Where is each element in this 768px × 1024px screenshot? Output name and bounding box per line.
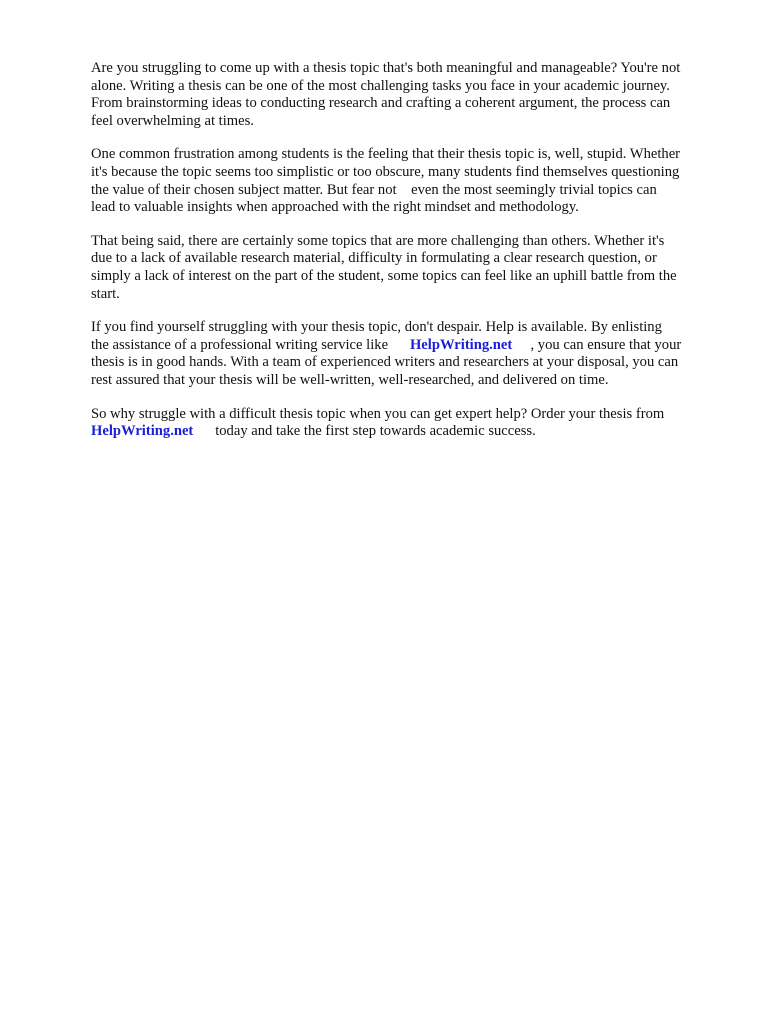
text-line: it's because the topic seems too simplistic or too obscure, many students find themselves questioning [91,163,680,180]
paragraph-challenging-topics [91,233,721,303]
paragraph-intro [91,60,721,130]
text-line: alone. Writing a thesis can be one of the most challenging tasks you face in your academic journey. [91,77,670,94]
text-line-with-link [91,423,721,441]
text-line: simply a lack of interest on the part of the student, some topics can feel like an uphill battle from the [91,267,677,284]
helpwriting-link[interactable]: HelpWriting.net [91,423,194,440]
text-line: feel overwhelming at times. [91,112,254,129]
text-line: rest assured that your thesis will be well-written, well-researched, and delivered on time. [91,371,609,388]
paragraph-help-available [91,319,721,389]
paragraph-call-to-action [91,406,721,441]
text-segment: , you can ensure that your [512,336,682,353]
paragraph-frustration [91,146,721,216]
text-line: That being said, there are certainly some topics that are more challenging than others. Whether it's [91,232,665,249]
text-line: lead to valuable insights when approached with the right mindset and methodology. [91,199,579,216]
text-line: due to a lack of available research material, difficulty in formulating a clear research question, or [91,250,657,267]
text-line: If you find yourself struggling with your thesis topic, don't despair. Help is available. By enlisting [91,319,662,336]
text-line-with-link [91,337,721,355]
text-line: Are you struggling to come up with a thesis topic that's both meaningful and manageable? You're not [91,60,681,76]
text-segment: today and take the first step towards academic success. [193,423,536,440]
text-line: From brainstorming ideas to conducting research and crafting a coherent argument, the process can [91,95,671,112]
text-line: One common frustration among students is the feeling that their thesis topic is, well, stupid. Whether [91,146,681,163]
text-line: thesis is in good hands. With a team of experienced writers and researchers at your disposal, you can [91,354,679,371]
text-line: start. [91,285,120,302]
text-segment: the assistance of a professional writing service like [91,336,410,353]
text-line: the value of their chosen subject matter. But fear not even the most seemingly trivial topics can [91,181,657,198]
document-body [91,60,721,457]
text-line: So why struggle with a difficult thesis topic when you can get expert help? Order your thesis from [91,405,665,422]
helpwriting-link[interactable]: HelpWriting.net [409,336,513,353]
